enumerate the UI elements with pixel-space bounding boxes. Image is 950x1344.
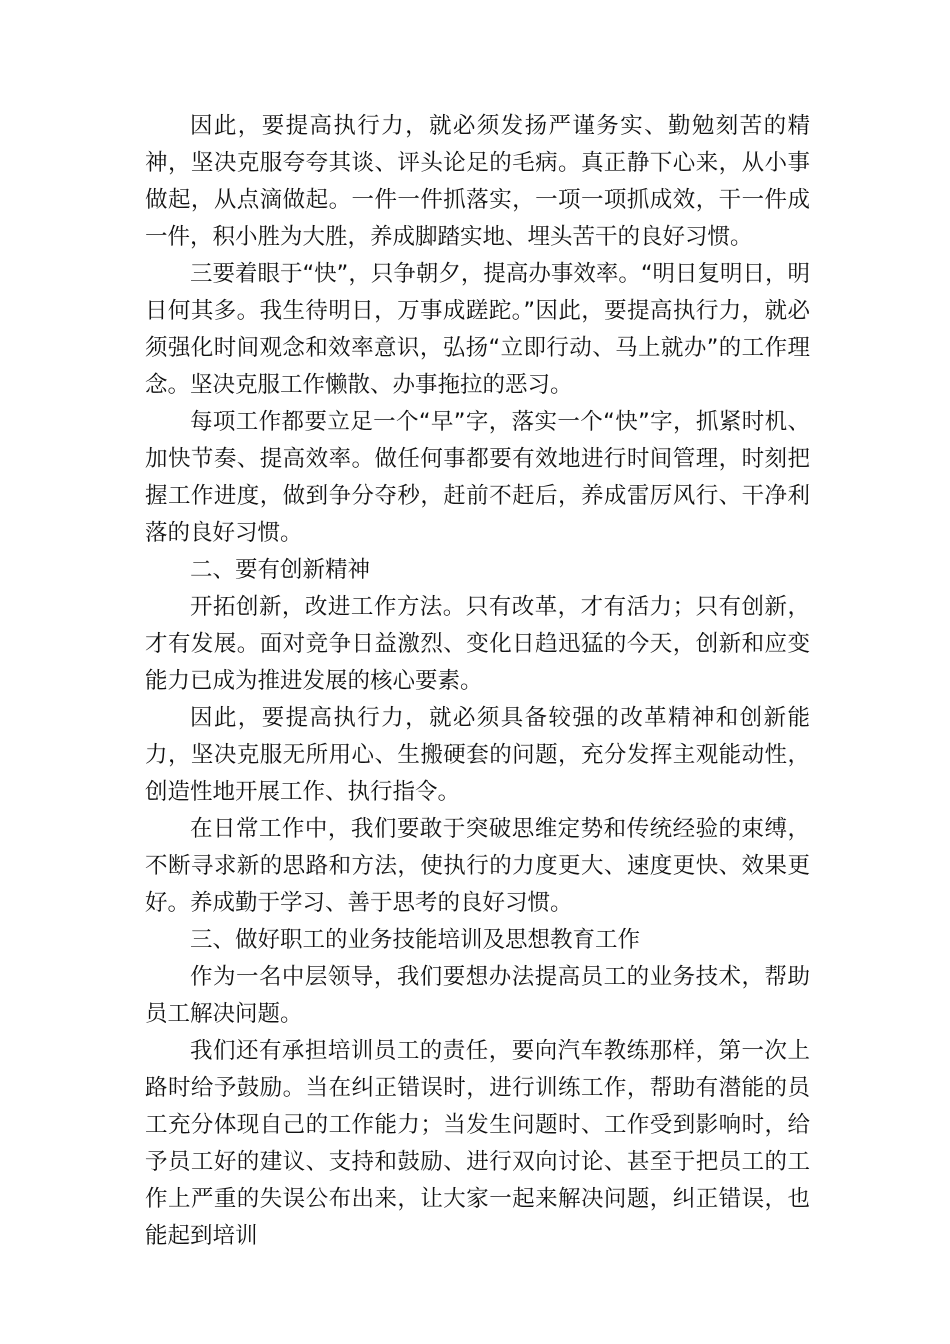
paragraph-4: 开拓创新，改进工作方法。只有改革，才有活力；只有创新，才有发展。面对竞争日益激烈、变化日趋迅猛的今天，创新和应变能力已成为推进发展的核心要素。 — [145, 594, 810, 694]
paragraph-2: 三要着眼于“快”，只争朝夕，提高办事效率。“明日复明日，明日何其多。我生待明日，万事成蹉跎。”因此，要提高执行力，就必须强化时间观念和效率意识，弘扬“立即行动、马上就办”的工作理念。坚决克服工作懒散、办事拖拉的恶习。 — [145, 261, 810, 398]
section-heading-3: 三、做好职工的业务技能培训及思想教育工作 — [190, 927, 641, 953]
section-heading-2: 二、要有创新精神 — [190, 557, 371, 583]
paragraph-6: 在日常工作中，我们要敢于突破思维定势和传统经验的束缚，不断寻求新的思路和方法，使执行的力度更大、速度更快、效果更好。养成勤于学习、善于思考的良好习惯。 — [145, 816, 810, 916]
paragraph-7: 作为一名中层领导，我们要想办法提高员工的业务技术，帮助员工解决问题。 — [145, 964, 810, 1027]
paragraph-3: 每项工作都要立足一个“早”字，落实一个“快”字，抓紧时机、加快节奏、提高效率。做任何事都要有效地进行时间管理，时刻把握工作进度，做到争分夺秒，赶前不赶后，养成雷厉风行、干净利落的良好习惯。 — [145, 409, 810, 546]
paragraph-8: 我们还有承担培训员工的责任，要向汽车教练那样，第一次上路时给予鼓励。当在纠正错误时，进行训练工作，帮助有潜能的员工充分体现自己的工作能力；当发生问题时、工作受到影响时，给予员工好的建议、支持和鼓励、进行双向讨论、甚至于把员工的工作上严重的失误公布出来，让大家一起来解决问题，纠正错误，也能起到培训 — [145, 1038, 810, 1249]
paragraph-5: 因此，要提高执行力，就必须具备较强的改革精神和创新能力，坚决克服无所用心、生搬硬套的问题，充分发挥主观能动性，创造性地开展工作、执行指令。 — [145, 705, 810, 805]
paragraph-1: 因此，要提高执行力，就必须发扬严谨务实、勤勉刻苦的精神，坚决克服夸夸其谈、评头论足的毛病。真正静下心来，从小事做起，从点滴做起。一件一件抓落实，一项一项抓成效，干一件成一件，积小胜为大胜，养成脚踏实地、埋头苦干的良好习惯。 — [145, 113, 810, 250]
document-body — [145, 108, 810, 1255]
